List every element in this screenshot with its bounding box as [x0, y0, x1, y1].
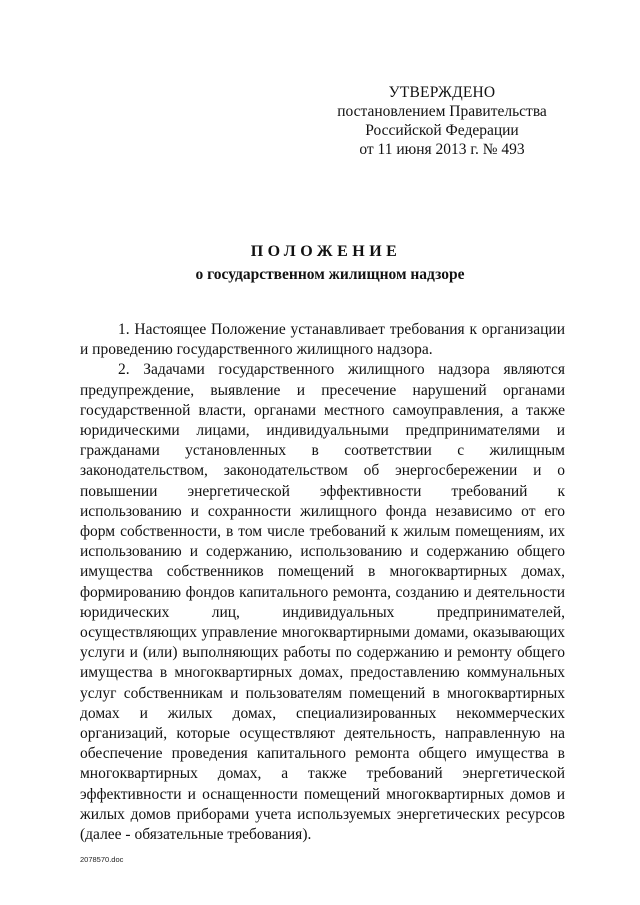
approval-line-1: постановлением Правительства — [337, 103, 547, 120]
approval-stamp: УТВЕРЖДЕНО — [388, 84, 496, 101]
document-subtitle: о государственном жилищном надзоре — [195, 266, 465, 283]
document-title: ПОЛОЖЕНИЕ — [250, 243, 402, 260]
approval-line-3: от 11 июня 2013 г. № 493 — [359, 141, 525, 158]
footer-filename: 2078570.doc — [80, 855, 124, 864]
approval-line-2: Российской Федерации — [365, 122, 519, 139]
approval-block — [318, 83, 566, 159]
document-body — [80, 320, 565, 845]
paragraph-2: 2. Задачами государственного жилищного надзора являются предупреждение, выявление и пресечение нарушений органами государственной власти, органами местного самоуправления, а также юридическими лицами, индивидуальными предпринимателями и гражданами установленных в соответствии с жилищным законодательством, законодательством об энергосбережении и о повышении энергетической эффективности требований к использованию и сохранности жилищного фонда независимо от его форм собственности, в том числе требований к жилым помещениям, их использованию и содержанию, использованию и содержанию общего имущества собственников помещений в многоквартирных домах, формированию фондов капитального ремонта, созданию и деятельности юридических лиц, индивидуальных предпринимателей, осуществляющих управление многоквартирными домами, оказывающих услуги и (или) выполняющих работы по содержанию и ремонту общего имущества в многоквартирных домах, предоставлению коммунальных услуг собственникам и пользователям помещений в многоквартирных домах и жилых домах, специализированных некоммерческих организаций, которые осуществляют деятельность, направленную на обеспечение проведения капитального ремонта общего имущества в многоквартирных домах, а также требований энергетической эффективности и оснащенности помещений многоквартирных домов и жилых домов приборами учета используемых энергетических ресурсов (далее - обязательные требования). — [80, 361, 565, 844]
paragraph-1: 1. Настоящее Положение устанавливает требования к организации и проведению государственного жилищного надзора. — [80, 321, 565, 359]
